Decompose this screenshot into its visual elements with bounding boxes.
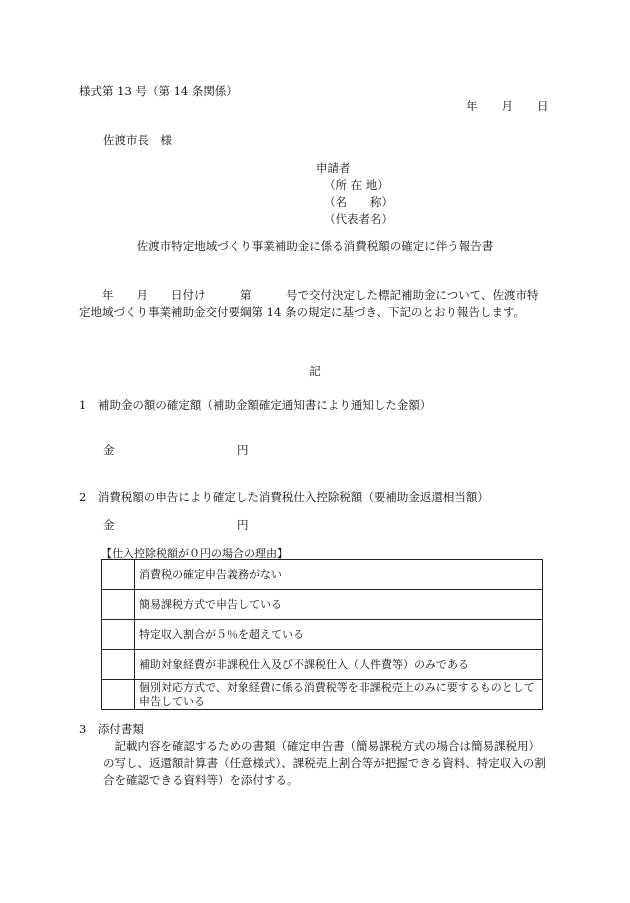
- reason-row: [102, 620, 543, 650]
- section1-heading: 1 補助金の額の確定額（補助金額確定通知書により通知した金額）: [79, 398, 432, 412]
- section3-body: 記載内容を確認するための書類（確定申告書（簡易課税方式の場合は簡易課税用）の写し、返還額計算書（任意様式）、課税売上割合等が把握できる資料、特定収入の割合を確認できる資料等）を添付する。: [103, 739, 546, 787]
- body-paragraph: 年 月 日付け 第 号で交付決定した標記補助金について、佐渡市特定地域づくり事業補助金交付要綱第 14 条の規定に基づき、下記のとおり報告します。: [79, 288, 539, 319]
- section1-amount: [103, 442, 249, 458]
- reason-text: 個別対応方式で、対象経費に係る消費税等を非課税売上のみに要するものとして申告している: [135, 680, 543, 710]
- document-title: 佐渡市特定地域づくり事業補助金に係る消費税額の確定に伴う報告書: [136, 239, 494, 253]
- section1-kin: 金: [103, 443, 115, 457]
- applicant-name: （名 称）: [324, 195, 393, 209]
- reason-text: 簡易課税方式で申告している: [135, 590, 543, 620]
- section2-amount: [103, 517, 249, 533]
- section2-yen: 円: [237, 518, 249, 532]
- reason-checkbox[interactable]: [102, 650, 135, 680]
- section1-yen: 円: [237, 443, 249, 457]
- reason-row: [102, 560, 543, 590]
- reason-checkbox[interactable]: [102, 620, 135, 650]
- reason-row: [102, 650, 543, 680]
- applicant-representative: （代表者名）: [324, 212, 393, 226]
- ki-marker: 記: [309, 364, 321, 378]
- date-year: 年: [466, 99, 478, 113]
- applicant-label: 申請者: [316, 161, 351, 175]
- date-line: [466, 98, 549, 114]
- addressee: 佐渡市長 様: [103, 133, 172, 147]
- date-day: 日: [537, 99, 549, 113]
- reason-checkbox[interactable]: [102, 560, 135, 590]
- reason-text: 特定収入割合が５％を超えている: [135, 620, 543, 650]
- applicant-block: [316, 160, 393, 228]
- section3-heading: 3 添付書類: [79, 722, 144, 736]
- section2-heading: 2 消費税額の申告により確定した消費税仕入控除税額（要補助金返還相当額）: [79, 490, 489, 504]
- reason-text: 消費税の確定申告義務がない: [135, 560, 543, 590]
- applicant-address: （所 在 地）: [324, 178, 389, 192]
- reason-text: 補助対象経費が非課税仕入及び不課税仕入（人件費等）のみである: [135, 650, 543, 680]
- reason-row: [102, 680, 543, 710]
- reasons-table: [101, 559, 543, 710]
- reason-row: [102, 590, 543, 620]
- reasons-heading: 【仕入控除税額が０円の場合の理由】: [101, 547, 288, 560]
- reason-checkbox[interactable]: [102, 680, 135, 710]
- section2-kin: 金: [103, 518, 115, 532]
- reason-checkbox[interactable]: [102, 590, 135, 620]
- date-month: 月: [501, 99, 513, 113]
- form-number: 様式第 13 号（第 14 条関係）: [79, 84, 238, 98]
